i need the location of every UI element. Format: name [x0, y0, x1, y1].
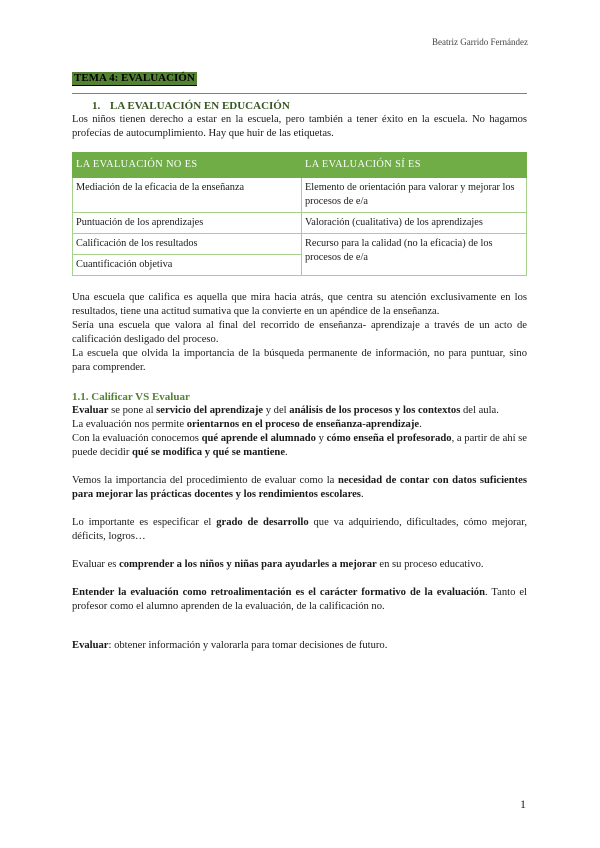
text: se pone al [108, 405, 157, 416]
text: : obtener información y valorarla para tomar decisiones de futuro. [108, 640, 388, 651]
bold-text: servicio del aprendizaje [156, 405, 264, 416]
text: . [360, 489, 364, 500]
bold-text: qué aprende el alumnado [201, 433, 316, 444]
text: Evaluar es [72, 559, 120, 570]
paragraph [72, 639, 527, 653]
bold-text: comprender a los niños y niñas para ayudarles a mejorar [119, 559, 377, 570]
intro-paragraph: Los niños tienen derecho a estar en la escuela, pero también a tener éxito en la escuela. No hagamos profecías de autocumplimiento. Hay que huir de las etiquetas. [72, 114, 527, 139]
table-cell: Puntuación de los aprendizajes [73, 213, 302, 234]
tema-title: TEMA 4: EVALUACIÓN [74, 72, 195, 84]
paragraph: Sería una escuela que valora al final del recorrido de enseñanza- aprendizaje a través de un acto de calificación desligado del proceso. [72, 320, 527, 345]
text: . Tanto el profesor como el alumno aprenden de la evaluación, de la calificación no. [72, 587, 527, 612]
section-number: 1. [92, 100, 101, 112]
paragraph [72, 474, 527, 502]
subsection-heading: 1.1. Calificar VS Evaluar [72, 391, 190, 403]
text: y [315, 433, 327, 444]
paragraph [72, 558, 527, 572]
text: La evaluación nos permite [72, 419, 187, 430]
table-cell: Mediación de la eficacia de la enseñanza [73, 178, 302, 213]
paragraph [72, 586, 527, 614]
bold-text: qué se modifica y qué se mantiene [132, 447, 286, 458]
paragraph: Una escuela que califica es aquella que mira hacia atrás, que centra su atención exclusivamente en los resultados, tiene una actitud sumativa que la convierte en un apéndice de la enseñanza. [72, 292, 527, 317]
table-cell: Valoración (cualitativa) de los aprendizajes [302, 213, 527, 234]
table-row [73, 213, 527, 234]
text: y del [263, 405, 290, 416]
bold-text: necesidad de contar con datos suficientes para mejorar las prácticas docentes y los rendimientos escolares [72, 475, 527, 500]
table-cell: Elemento de orientación para valorar y mejorar los procesos de e/a [302, 178, 527, 213]
text: del aula. [460, 405, 499, 416]
text: . [285, 447, 288, 458]
table-header-row [73, 153, 527, 178]
text: que va adquiriendo, dificultades, cómo mejorar, déficits, logros… [72, 517, 528, 542]
page-number: 1 [520, 797, 526, 811]
evaluation-table [72, 152, 527, 276]
text: Con la evaluación conocemos [72, 433, 202, 444]
table-row [73, 178, 527, 213]
bold-text: Evaluar [72, 405, 109, 416]
title-rule [72, 93, 527, 94]
section-title: LA EVALUACIÓN EN EDUCACIÓN [110, 100, 290, 112]
text: Vemos la importancia del procedimiento de evaluar como la [72, 475, 338, 486]
table-cell: Calificación de los resultados [73, 234, 302, 255]
bold-text: Evaluar [72, 640, 109, 651]
table-cell: Recurso para la calidad (no la eficacia) de los procesos de e/a [302, 234, 527, 276]
paragraph [72, 516, 527, 544]
paragraph [72, 418, 527, 432]
bold-text: grado de desarrollo [216, 517, 309, 528]
table-cell: Cuantificación objetiva [73, 255, 302, 276]
paragraph: La escuela que olvida la importancia de la búsqueda permanente de información, no para puntuar, sino para comprender. [72, 348, 527, 373]
bold-text: orientarnos en el proceso de enseñanza-aprendizaje [186, 419, 420, 430]
text: . [419, 419, 422, 430]
paragraph-block [72, 291, 527, 375]
paragraph [72, 404, 527, 418]
text: en su proceso educativo. [376, 559, 484, 570]
text: , a partir de ahí se puede decidir [72, 433, 528, 458]
page-content [72, 72, 527, 653]
table-row [73, 234, 527, 255]
bold-text: Entender la evaluación como retroalimentación es el carácter formativo de la evaluación [72, 587, 485, 598]
paragraph [72, 432, 527, 460]
bold-text: análisis de los procesos y los contextos [289, 405, 461, 416]
table-header-cell: LA EVALUACIÓN SÍ ES [302, 153, 527, 178]
header-author: Beatriz Garrido Fernández [432, 37, 528, 47]
text: Lo importante es especificar el [72, 517, 217, 528]
table-header-cell: LA EVALUACIÓN NO ES [73, 153, 302, 178]
section-heading [92, 99, 527, 113]
bold-text: cómo enseña el profesorado [326, 433, 452, 444]
